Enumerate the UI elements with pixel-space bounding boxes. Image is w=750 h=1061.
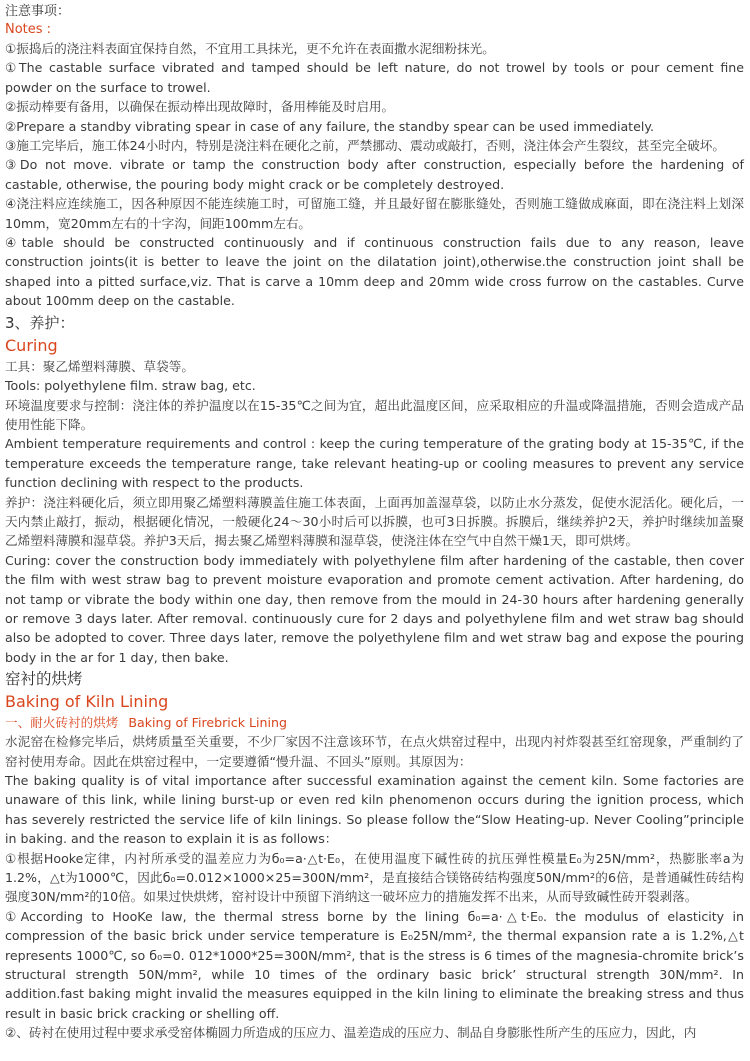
baking-sub-cn: 一、耐火砖衬的烘烤	[5, 715, 119, 731]
curing-tools-cn: 工具：聚乙烯塑料薄膜、草袋等。	[5, 358, 194, 374]
curing-env-en: Ambient temperature requirements and control : keep the curing temperature of the grating body at 15-35℃, if the temperature exceeds the temperature range, take relevant heating-up or cooling measures to prevent any service function declining with respect to the products.	[5, 436, 744, 491]
curing-heading-en: Curing	[5, 335, 58, 355]
notes-title-en: Notes :	[5, 22, 52, 37]
notes-title-cn: 注意事项：	[5, 4, 71, 19]
note-4-en: ④table should be constructed continuously and if continuous construction fails due to any reason, leave construction joints(it is better to leave the joint on the dilatation joint),otherwise.the construction joint shall be shaped into a pitted surface,viz. That is carve a 10mm deep and 20mm wide cross furrow on the castables. Curve about 100mm deep on the castable.	[5, 235, 744, 309]
note-2-en: ②Prepare a standby vibrating spear in case of any failure, the standby spear can be used immediately.	[5, 118, 655, 134]
note-1-cn: ①振捣后的浇注料表面宜保持自然，不宜用工具抹光，更不允许在表面撒水泥细粉抹光。	[5, 41, 495, 56]
note-1-en: ①The castable surface vibrated and tamped should be left nature, do not trowel by tools or pour cement fine powder on the surface to trowel.	[5, 60, 744, 95]
baking-reason-1-en: ①According to HooKe law, the thermal stress borne by the lining б₀=a·△t·E₀. the modulus of elasticity in compression of the basic brick under service temperature is E₀25N/mm², the thermal expansion rate a is 1.2%,△t represents 1000℃, so б₀=0. 012*1000*25=300N/mm², that is the stress is 6 times of the magnesia-chromite brick’s structural strength 50N/mm², while 10 times of the ordinary basic brick’ structural strength 30N/mm². In addition.fast baking might invalid the measures equipped in the kiln lining to eliminate the breaking stress and thus result in basic brick cracking or shelling off.	[5, 908, 744, 1021]
baking-reason-2-cn: ②、砖衬在使用过程中要求承受窑体椭圆力所造成的压应力、温差造成的压应力、制品自身膨胀性所产生的压应力，因此，内	[5, 1025, 697, 1041]
note-2-cn: ②振动棒要有备用，以确保在振动棒出现故障时，备用棒能及时启用。	[5, 99, 395, 115]
baking-intro-cn: 水泥窑在检修完毕后，烘烤质量至关重要，不少厂家因不注意该环节，在点火烘窑过程中，出现内衬炸裂甚至红窑现象，严重制约了窑衬使用寿命。因此在烘窑过程中，一定要遵循“慢升温、不回头”原则。其原因为：	[5, 734, 744, 769]
curing-method-cn: 养护：浇注料硬化后，须立即用聚乙烯塑料薄膜盖住施工体表面，上面再加盖湿草袋，以防止水分蒸发，促使水泥活化。硬化后，一天内禁止敲打，振动，根据硬化情况，一般硬化24～30小时后可以拆膜，也可3日拆膜。拆膜后，继续养护2天，养护时继续加盖聚乙烯塑料薄膜和湿草袋。养护3天后，揭去聚乙烯塑料薄膜和湿草袋，使浇注体在空气中自然干燥1天，即可烘烤。	[5, 494, 744, 549]
baking-sub-en: Baking of Firebrick Lining	[128, 715, 287, 731]
baking-intro-en: The baking quality is of vital importance after successful examination against the cement kiln. Some factories are unaware of this link, while lining burst-up or even red kiln phenomenon occurs during the ignition process, which has severely restricted the service life of kiln linings. So please follow the“Slow Heating-up. Never Cooling”principle in baking. and the reason to explain it is as follows：	[5, 773, 744, 847]
baking-reason-1-cn: ①根据Hooke定律，内衬所承受的温差应力为б₀=a·△t·E₀，在使用温度下碱性砖的抗压弹性模量E₀为25N/mm²，热膨胀率a为1.2%，△t为1000℃，因此б₀=0.012×1000×25=300N/mm²，是直接结合镁铬砖结构强度50N/mm²的6倍，是普通碱性砖结构强度30N/mm²的10倍。如果过快烘烤，窑衬设计中预留下消纳这一破坏应力的措施发挥不出来，从而导致碱性砖开裂剥落。	[5, 850, 744, 905]
curing-tools-en: Tools: polyethylene film. straw bag, etc.	[5, 378, 256, 394]
curing-env-cn: 环境温度要求与控制：浇注体的养护温度以在15-35℃之间为宜，超出此温度区间，应采取相应的升温或降温措施，否则会造成产品使用性能下降。	[5, 397, 744, 432]
note-3-en: ③Do not move. vibrate or tamp the construction body after construction, especially before the hardening of castable, otherwise, the pouring body might crack or be completely destroyed.	[5, 157, 744, 192]
baking-heading-en: Baking of Kiln Lining	[5, 692, 169, 712]
note-4-cn: ④浇注料应连续施工，因各种原因不能连续施工时，可留施工缝，并且最好留在膨胀缝处，否则施工缝做成麻面，即在浇注料上划深10mm，宽20mm左右的十字沟，间距100mm左右。	[5, 196, 744, 231]
curing-method-en: Curing: cover the construction body immediately with polyethylene film after hardening of the castable, then cover the film with west straw bag to prevent moisture evaporation and promote cement activation. After hardening, do not tamp or vibrate the body within one day, then remove from the mould in 24-30 hours after hardening generally or remove 3 days later. After removal. continuously cure for 2 days and polyethylene film and wet straw bag should also be adopted to cover. Three days later, remove the polyethylene film and wet straw bag and expose the pouring body in the ar for 1 day, then bake.	[5, 552, 744, 665]
baking-heading-cn: 窑衬的烘烤	[5, 670, 83, 689]
note-3-cn: ③施工完毕后，施工体24小时内，特别是浇注料在硬化之前，严禁挪动、震动或敲打，否则，浇注体会产生裂纹，甚至完全破坏。	[5, 138, 725, 154]
baking-subheading	[5, 713, 744, 732]
curing-heading-cn: 3、养护：	[5, 313, 75, 332]
